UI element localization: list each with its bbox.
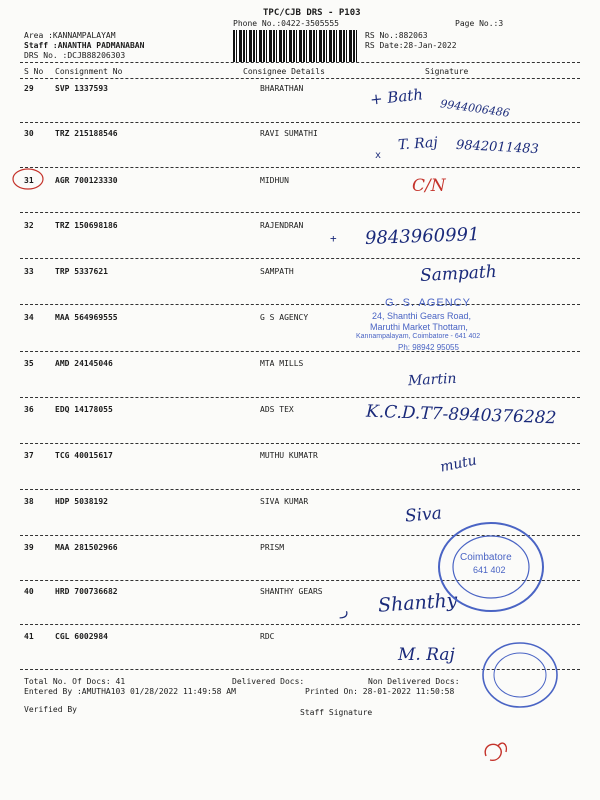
row-consignment: TRZ 215188546 (55, 129, 118, 138)
row-consignee: MUTHU KUMATR (260, 451, 318, 460)
signature-35: Martin (407, 370, 457, 390)
col-sno: S No (24, 67, 44, 76)
row-consignee: BHARATHAN (260, 84, 304, 93)
x-mark-icon: x (375, 150, 382, 161)
divider (20, 62, 580, 63)
row-consignee: SAMPATH (260, 267, 294, 276)
red-circle-mark (10, 166, 46, 192)
stamp-city: Coimbatore (460, 552, 512, 563)
col-consignee: Consignee Details (243, 67, 325, 76)
row-consignment: HDP 5038192 (55, 497, 108, 506)
row-consignee: RDC (260, 632, 275, 641)
drs-number: DRS No. :DCJB88206303 (24, 51, 126, 60)
col-consignment: Consignment No (55, 67, 123, 76)
row-consignee: MTA MILLS (260, 359, 304, 368)
delivered-docs: Delivered Docs: (232, 677, 305, 686)
row-consignment: CGL 6002984 (55, 632, 108, 641)
stamp-phone: Ph: 98942 95055 (398, 343, 459, 352)
row-divider (20, 624, 580, 625)
stamp-address-line1: 24, Shanthi Gears Road, (372, 311, 472, 321)
signature-30: T. Raj (397, 134, 439, 154)
signature-38: Siva (404, 503, 443, 527)
row-consignment: TCG 40015617 (55, 451, 113, 460)
doc-title: TPC/CJB DRS - P103 (263, 8, 361, 18)
row-consignee: MIDHUN (260, 176, 289, 185)
row-consignment: EDQ 14178055 (55, 405, 113, 414)
row-divider (20, 443, 580, 444)
signature-31: C/N (412, 176, 446, 196)
row-sno: 34 (24, 313, 34, 322)
row-consignee: SIVA KUMAR (260, 497, 309, 506)
row-sno: 38 (24, 497, 34, 506)
row-sno: 41 (24, 632, 34, 641)
entered-by: Entered By :AMUTHA103 01/28/2022 11:49:58 AM (24, 687, 236, 696)
signature-37: mutu (438, 452, 479, 476)
signature-30-phone: 9842011483 (455, 137, 540, 158)
verified-by: Verified By (24, 705, 77, 714)
row-sno: 39 (24, 543, 34, 552)
row-divider (20, 167, 580, 168)
rs-number: RS No.:882063 (365, 31, 428, 40)
signature-41: M. Raj (398, 645, 455, 665)
area-label: Area :KANNAMPALAYAM (24, 31, 116, 40)
signature-29: + Bath (369, 85, 424, 109)
total-docs: Total No. Of Docs: 41 (24, 677, 126, 686)
row-consignee: PRISM (260, 543, 285, 552)
signature-33: Sampath (419, 262, 498, 286)
printed-on: Printed On: 28-01-2022 11:50:58 (305, 687, 455, 696)
signature-29-phone: 9944006486 (439, 97, 511, 120)
row-consignee: G S AGENCY (260, 313, 309, 322)
barcode (233, 30, 357, 62)
row-consignee: RAVI SUMATHI (260, 129, 318, 138)
signature-40: Shanthy (377, 589, 459, 617)
stamp-address-line3: Kannampalayam, Coimbatore - 641 402 (356, 333, 481, 340)
round-stamp-ring (480, 640, 560, 710)
rs-date: RS Date:28-Jan-2022 (365, 41, 457, 50)
row-consignment: HRD 700736682 (55, 587, 118, 596)
stamp-agency-name: G. S. AGENCY (385, 297, 471, 309)
row-sno: 35 (24, 359, 34, 368)
signature-32: 9843960991 (364, 224, 480, 249)
row-divider (20, 212, 580, 213)
row-consignment: AMD 24145046 (55, 359, 113, 368)
row-consignment: MAA 281502966 (55, 543, 118, 552)
x-mark-icon: + (330, 232, 337, 245)
row-consignment: AGR 700123330 (55, 176, 118, 185)
row-sno: 40 (24, 587, 34, 596)
row-sno: 32 (24, 221, 34, 230)
row-divider (20, 397, 580, 398)
stamp-pin: 641 402 (473, 565, 506, 575)
row-sno: 37 (24, 451, 34, 460)
row-sno: 30 (24, 129, 34, 138)
row-divider (20, 122, 580, 123)
row-divider (20, 351, 580, 352)
row-consignee: ADS TEX (260, 405, 294, 414)
row-consignment: TRP 5337621 (55, 267, 108, 276)
col-signature: Signature (425, 67, 469, 76)
signature-36: K.C.D.T7-8940376282 (365, 401, 557, 429)
row-divider (20, 258, 580, 259)
row-consignment: TRZ 150698186 (55, 221, 118, 230)
red-pen-mark (478, 736, 514, 768)
divider (20, 78, 580, 79)
row-consignment: SVP 1337593 (55, 84, 108, 93)
row-sno: 31 (24, 176, 34, 185)
phone-number: Phone No.:0422-3505555 (233, 19, 339, 28)
row-sno: 29 (24, 84, 34, 93)
row-sno: 33 (24, 267, 34, 276)
stamp-address-line2: Maruthi Market Thottam, (370, 322, 468, 332)
staff-signature: Staff Signature (300, 708, 373, 717)
page-number: Page No.:3 (455, 19, 504, 28)
row-consignee: SHANTHY GEARS (260, 587, 323, 596)
row-divider (20, 489, 580, 490)
row-sno: 36 (24, 405, 34, 414)
row-divider (20, 304, 580, 305)
non-delivered-docs: Non Delivered Docs: (368, 677, 460, 686)
staff-label: Staff :ANANTHA PADMANABAN (24, 41, 145, 50)
row-consignment: MAA 564969555 (55, 313, 118, 322)
row-consignee: RAJENDRAN (260, 221, 304, 230)
tick-mark-icon: ر (340, 603, 349, 619)
